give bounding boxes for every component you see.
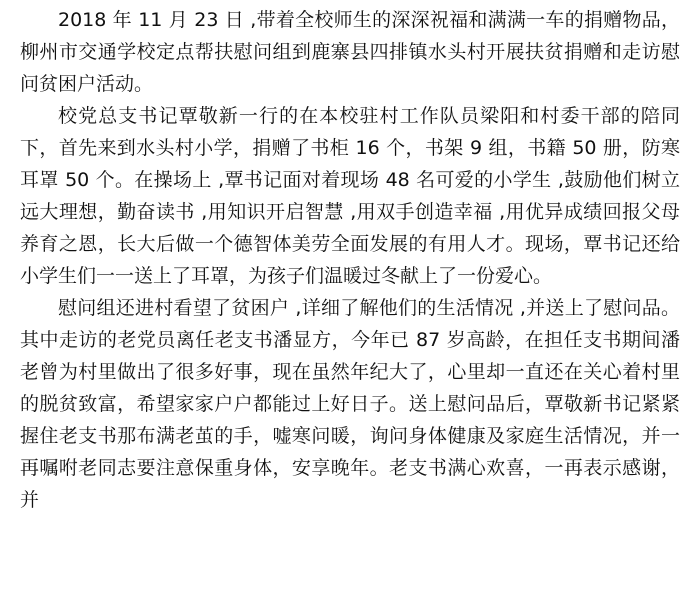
paragraph-household-visit: 慰问组还进村看望了贫困户 ,详细了解他们的生活情况 ,并送上了慰问品。其中走访的老党员离任老支书潘显方，今年已 87 岁高龄，在担任支书期间潘老曾为村里做出了很多好事，现在虽然年纪大了，心里却一直还在关心着村里的脱贫致富，希望家家户户都能过上好日子。送上慰问品后，覃敬新书记紧紧握住老支书那布满老茧的手，嘘寒问暖，询问身体健康及家庭生活情况，并一再嘱咐老同志要注意保重身体，安享晚年。老支书满心欢喜，一再表示感谢，并 xyxy=(20,297,680,511)
paragraph-school-visit: 校党总支书记覃敬新一行的在本校驻村工作队员梁阳和村委干部的陪同下，首先来到水头村小学，捐赠了书柜 16 个，书架 9 组，书籍 50 册，防寒耳罩 50 个。在操场上 ,覃书记面对着现场 48 名可爱的小学生 ,鼓励他们树立远大理想，勤奋读书 ,用知识开启智慧 ,用双手创造幸福 ,用优异成绩回报父母养育之恩，长大后做一个德智体美劳全面发展的有用人才。现场，覃书记还给小学生们一一送上了耳罩，为孩子们温暖过冬献上了一份爱心。 xyxy=(20,105,680,287)
paragraph-donation-intro: 2018 年 11 月 23 日 ,带着全校师生的深深祝福和满满一车的捐赠物品，柳州市交通学校定点帮扶慰问组到鹿寨县四排镇水头村开展扶贫捐赠和走访慰问贫困户活动。 xyxy=(20,9,680,95)
article-body xyxy=(20,4,680,516)
